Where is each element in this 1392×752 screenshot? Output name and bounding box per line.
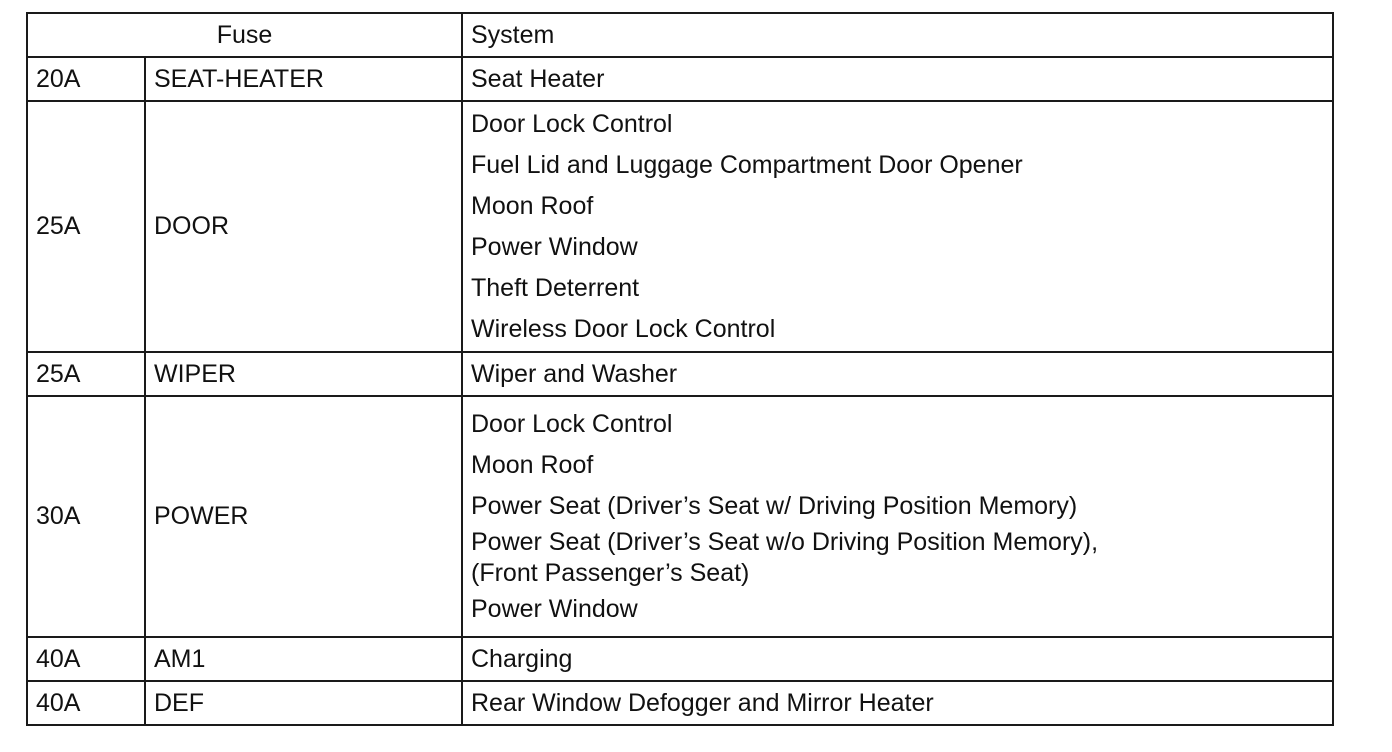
fuse-amperage: 25A [27,101,145,352]
system-cell [462,101,1333,352]
system-item: Charging [471,644,573,673]
system-cell [462,681,1333,725]
fuse-name: SEAT-HEATER [145,57,462,101]
system-item-line: (Front Passenger’s Seat) [471,558,750,587]
system-cell [462,57,1333,101]
table-row [27,637,1333,681]
system-column-header: System [462,13,1333,57]
system-item: Power Seat (Driver’s Seat w/ Driving Position Memory) [471,491,1078,520]
system-item [471,527,1324,589]
system-item: Power Window [471,232,638,261]
system-item: Power Window [471,594,638,623]
table-row [27,681,1333,725]
system-item: Wireless Door Lock Control [471,314,776,343]
system-item-line: Power Seat (Driver’s Seat w/o Driving Position Memory), [471,527,1099,556]
fuse-amperage: 40A [27,681,145,725]
table-row [27,57,1333,101]
fuse-table [26,12,1334,726]
system-item: Rear Window Defogger and Mirror Heater [471,688,934,717]
system-item: Moon Roof [471,450,594,479]
fuse-name: DEF [145,681,462,725]
table-row [27,352,1333,396]
system-item: Door Lock Control [471,409,673,438]
fuse-amperage: 30A [27,396,145,637]
system-cell [462,396,1333,637]
fuse-amperage: 20A [27,57,145,101]
fuse-amperage: 25A [27,352,145,396]
system-cell [462,637,1333,681]
system-item: Wiper and Washer [471,359,678,388]
system-item: Moon Roof [471,191,594,220]
table-header-row [27,13,1333,57]
system-list [471,404,1324,630]
system-item: Theft Deterrent [471,273,640,302]
fuse-name: DOOR [145,101,462,352]
fuse-name: AM1 [145,637,462,681]
system-item: Fuel Lid and Luggage Compartment Door Opener [471,150,1023,179]
fuse-name: WIPER [145,352,462,396]
table-row [27,101,1333,352]
system-list [471,104,1324,350]
fuse-amperage: 40A [27,637,145,681]
table-row [27,396,1333,637]
system-item: Door Lock Control [471,109,673,138]
fuse-name: POWER [145,396,462,637]
system-cell [462,352,1333,396]
fuse-column-header: Fuse [27,13,462,57]
system-item: Seat Heater [471,64,605,93]
